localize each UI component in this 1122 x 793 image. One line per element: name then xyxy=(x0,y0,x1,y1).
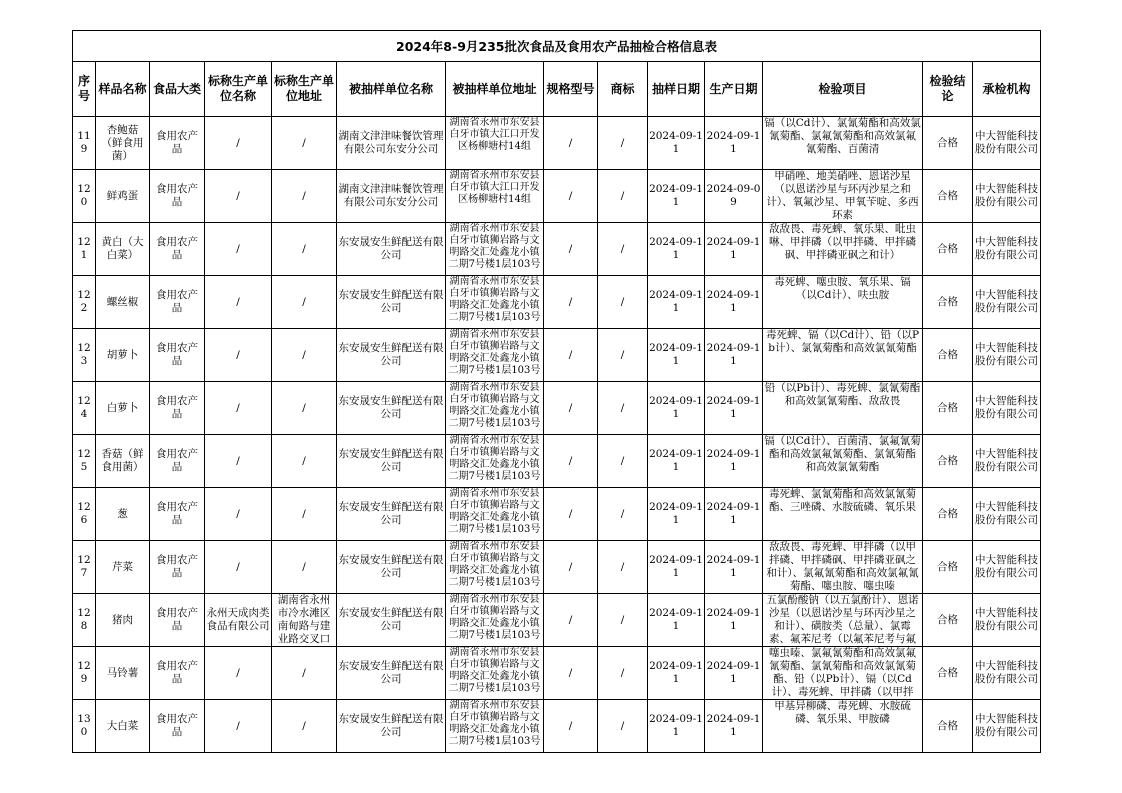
cell-prod-date: 2024-09-11 xyxy=(705,382,763,435)
cell-unit-addr xyxy=(446,700,544,753)
cell-sample-name: 黄白（大白菜） xyxy=(96,223,150,276)
cell-mfr-name: / xyxy=(205,435,272,488)
cell-no: 126 xyxy=(73,488,96,541)
header-mfr-addr: 标称生产单位地址 xyxy=(272,62,337,117)
cell-no: 130 xyxy=(73,700,96,753)
cell-items-text: 毒死蜱、噻虫胺、氧乐果、镉（以Cd计）、呋虫胺 xyxy=(774,276,911,301)
cell-lab: 中大智能科技股份有限公司 xyxy=(973,276,1041,329)
cell-spec: / xyxy=(544,223,598,276)
cell-mfr-name: 永州天成肉类食品有限公司 xyxy=(205,594,272,647)
cell-unit-name: 东安晟安生鲜配送有限公司 xyxy=(337,276,446,329)
cell-unit-addr-text: 湖南省永州市东安县白牙市镇狮岩路与文明路交汇处鑫龙小镇二期7号楼1层103号 xyxy=(448,594,541,641)
cell-prod-date: 2024-09-11 xyxy=(705,541,763,594)
cell-mfr-name: / xyxy=(205,541,272,594)
cell-no: 128 xyxy=(73,594,96,647)
table-body xyxy=(73,117,1041,753)
cell-items xyxy=(763,329,923,382)
cell-unit-name: 东安晟安生鲜配送有限公司 xyxy=(337,382,446,435)
cell-brand: / xyxy=(598,223,648,276)
header-spec: 规格型号 xyxy=(544,62,598,117)
cell-lab: 中大智能科技股份有限公司 xyxy=(973,435,1041,488)
cell-unit-name: 东安晟安生鲜配送有限公司 xyxy=(337,435,446,488)
header-unit-name: 被抽样单位名称 xyxy=(337,62,446,117)
cell-spec: / xyxy=(544,488,598,541)
cell-mfr-name: / xyxy=(205,117,272,170)
cell-spec: / xyxy=(544,594,598,647)
cell-items xyxy=(763,223,923,276)
cell-result: 合格 xyxy=(923,329,973,382)
cell-unit-name: 东安晟安生鲜配送有限公司 xyxy=(337,647,446,700)
cell-category: 食用农产品 xyxy=(150,647,205,700)
cell-unit-name: 东安晟安生鲜配送有限公司 xyxy=(337,329,446,382)
cell-category: 食用农产品 xyxy=(150,223,205,276)
header-items: 检验项目 xyxy=(763,62,923,117)
cell-lab: 中大智能科技股份有限公司 xyxy=(973,170,1041,223)
cell-unit-addr-text: 湖南省永州市东安县白牙市镇狮岩路与文明路交汇处鑫龙小镇二期7号楼1层103号 xyxy=(448,647,541,694)
cell-mfr-addr: / xyxy=(272,329,337,382)
cell-sample-name: 大白菜 xyxy=(96,700,150,753)
header-lab: 承检机构 xyxy=(973,62,1041,117)
cell-unit-addr-text: 湖南省永州市东安县白牙市镇狮岩路与文明路交汇处鑫龙小镇二期7号楼1层103号 xyxy=(448,700,541,747)
cell-result: 合格 xyxy=(923,117,973,170)
cell-sample-name: 马铃薯 xyxy=(96,647,150,700)
table-header-row xyxy=(73,62,1041,117)
cell-sample-name: 杏鲍菇（鲜食用菌） xyxy=(96,117,150,170)
cell-unit-addr xyxy=(446,223,544,276)
cell-no: 127 xyxy=(73,541,96,594)
cell-prod-date: 2024-09-11 xyxy=(705,223,763,276)
cell-result: 合格 xyxy=(923,594,973,647)
cell-unit-addr-text: 湖南省永州市东安县白牙市镇大江口开发区杨柳塘村14组 xyxy=(449,170,540,205)
table-row xyxy=(73,647,1041,700)
cell-items xyxy=(763,435,923,488)
table-row xyxy=(73,594,1041,647)
cell-sample-name: 螺丝椒 xyxy=(96,276,150,329)
cell-mfr-name: / xyxy=(205,488,272,541)
header-sample-date: 抽样日期 xyxy=(648,62,705,117)
header-sample-name: 样品名称 xyxy=(96,62,150,117)
cell-no: 122 xyxy=(73,276,96,329)
cell-unit-addr-text: 湖南省永州市东安县白牙市镇大江口开发区杨柳塘村14组 xyxy=(449,117,540,152)
cell-lab: 中大智能科技股份有限公司 xyxy=(973,488,1041,541)
cell-sample-date: 2024-09-11 xyxy=(648,382,705,435)
cell-unit-addr xyxy=(446,594,544,647)
cell-unit-addr-text: 湖南省永州市东安县白牙市镇狮岩路与文明路交汇处鑫龙小镇二期7号楼1层103号 xyxy=(448,488,541,535)
cell-prod-date: 2024-09-11 xyxy=(705,647,763,700)
cell-items xyxy=(763,382,923,435)
cell-lab: 中大智能科技股份有限公司 xyxy=(973,647,1041,700)
cell-result: 合格 xyxy=(923,382,973,435)
cell-unit-name: 东安晟安生鲜配送有限公司 xyxy=(337,700,446,753)
cell-category: 食用农产品 xyxy=(150,170,205,223)
cell-mfr-addr: / xyxy=(272,541,337,594)
cell-items xyxy=(763,170,923,223)
cell-unit-name: 湖南文津津味餐饮管理有限公司东安分公司 xyxy=(337,117,446,170)
cell-mfr-addr: / xyxy=(272,170,337,223)
cell-items-text: 镉（以Cd计）、氯氰菊酯和高效氯氰菊酯、氯氟氰菊酯和高效氯氟氰菊酯、百菌清 xyxy=(764,117,921,155)
cell-spec: / xyxy=(544,329,598,382)
header-category: 食品大类 xyxy=(150,62,205,117)
cell-result: 合格 xyxy=(923,276,973,329)
cell-no: 123 xyxy=(73,329,96,382)
cell-spec: / xyxy=(544,117,598,170)
cell-mfr-addr: / xyxy=(272,435,337,488)
cell-lab: 中大智能科技股份有限公司 xyxy=(973,594,1041,647)
cell-mfr-name: / xyxy=(205,382,272,435)
cell-brand: / xyxy=(598,435,648,488)
cell-unit-addr xyxy=(446,488,544,541)
cell-no: 121 xyxy=(73,223,96,276)
table-row xyxy=(73,700,1041,753)
cell-unit-addr xyxy=(446,647,544,700)
cell-no: 119 xyxy=(73,117,96,170)
cell-unit-addr xyxy=(446,329,544,382)
cell-unit-addr xyxy=(446,170,544,223)
cell-items-text: 敌敌畏、毒死蜱、氧乐果、吡虫啉、甲拌磷（以甲拌磷、甲拌磷砜、甲拌磷亚砜之和计） xyxy=(769,223,916,261)
cell-category: 食用农产品 xyxy=(150,594,205,647)
table-row xyxy=(73,170,1041,223)
cell-mfr-name: / xyxy=(205,647,272,700)
header-result: 检验结论 xyxy=(923,62,973,117)
cell-unit-addr-text: 湖南省永州市东安县白牙市镇狮岩路与文明路交汇处鑫龙小镇二期7号楼1层103号 xyxy=(448,276,541,323)
cell-brand: / xyxy=(598,541,648,594)
cell-category: 食用农产品 xyxy=(150,700,205,753)
cell-prod-date: 2024-09-11 xyxy=(705,117,763,170)
cell-unit-name: 东安晟安生鲜配送有限公司 xyxy=(337,488,446,541)
cell-brand: / xyxy=(598,647,648,700)
table-row xyxy=(73,276,1041,329)
cell-unit-addr-text: 湖南省永州市东安县白牙市镇狮岩路与文明路交汇处鑫龙小镇二期7号楼1层103号 xyxy=(448,329,541,376)
header-unit-addr: 被抽样单位地址 xyxy=(446,62,544,117)
cell-mfr-addr: / xyxy=(272,647,337,700)
cell-sample-name: 白萝卜 xyxy=(96,382,150,435)
cell-result: 合格 xyxy=(923,488,973,541)
cell-category: 食用农产品 xyxy=(150,382,205,435)
cell-no: 125 xyxy=(73,435,96,488)
cell-mfr-name: / xyxy=(205,223,272,276)
cell-sample-date: 2024-09-11 xyxy=(648,329,705,382)
header-prod-date: 生产日期 xyxy=(705,62,763,117)
cell-mfr-addr: / xyxy=(272,117,337,170)
cell-lab: 中大智能科技股份有限公司 xyxy=(973,541,1041,594)
cell-brand: / xyxy=(598,117,648,170)
cell-items xyxy=(763,700,923,753)
cell-lab: 中大智能科技股份有限公司 xyxy=(973,700,1041,753)
cell-brand: / xyxy=(598,382,648,435)
cell-brand: / xyxy=(598,329,648,382)
cell-items-text: 敌敌畏、毒死蜱、甲拌磷（以甲拌磷、甲拌磷砜、甲拌磷亚砜之和计）、氯氟氰菊酯和高效氯氟氰菊酯、噻虫胺、噻虫嗪 xyxy=(766,541,919,592)
cell-sample-name: 芹菜 xyxy=(96,541,150,594)
cell-brand: / xyxy=(598,488,648,541)
cell-category: 食用农产品 xyxy=(150,117,205,170)
cell-items-text: 镉（以Cd计）、百菌清、氯氟氰菊酯和高效氯氟氰菊酯、氯氰菊酯和高效氯氰菊酯 xyxy=(764,435,921,473)
table-title: 2024年8-9月235批次食品及食用农产品抽检合格信息表 xyxy=(73,31,1041,62)
cell-sample-name: 鲜鸡蛋 xyxy=(96,170,150,223)
header-mfr-name: 标称生产单位名称 xyxy=(205,62,272,117)
cell-items xyxy=(763,117,923,170)
cell-sample-date: 2024-09-11 xyxy=(648,700,705,753)
cell-spec: / xyxy=(544,435,598,488)
cell-result: 合格 xyxy=(923,223,973,276)
cell-prod-date: 2024-09-11 xyxy=(705,435,763,488)
cell-result: 合格 xyxy=(923,170,973,223)
cell-items-text: 甲硝唑、地美硝唑、恩诺沙星（以恩诺沙星与环丙沙星之和计）、氧氟沙星、甲氧苄啶、多西环素 xyxy=(766,170,919,221)
cell-unit-addr xyxy=(446,435,544,488)
cell-lab: 中大智能科技股份有限公司 xyxy=(973,382,1041,435)
cell-category: 食用农产品 xyxy=(150,329,205,382)
cell-prod-date: 2024-09-11 xyxy=(705,276,763,329)
cell-mfr-addr: / xyxy=(272,276,337,329)
cell-items-text: 铅（以Pb计）、毒死蜱、氯氰菊酯和高效氯氰菊酯、敌敌畏 xyxy=(764,382,921,407)
inspection-table-document xyxy=(72,30,1040,753)
header-brand: 商标 xyxy=(598,62,648,117)
cell-items-text: 五氯酚酸钠（以五氯酚计）、恩诺沙星（以恩诺沙星与环丙沙星之和计）、磺胺类（总量）、氯霉素、氟苯尼考（以氟苯尼考与氟 xyxy=(766,594,919,645)
cell-brand: / xyxy=(598,594,648,647)
cell-sample-name: 香菇（鲜食用菌） xyxy=(96,435,150,488)
cell-lab: 中大智能科技股份有限公司 xyxy=(973,117,1041,170)
cell-category: 食用农产品 xyxy=(150,488,205,541)
cell-spec: / xyxy=(544,382,598,435)
cell-lab: 中大智能科技股份有限公司 xyxy=(973,223,1041,276)
table-row xyxy=(73,382,1041,435)
cell-items-text: 甲基异柳磷、毒死蜱、水胺硫磷、氧乐果、甲胺磷 xyxy=(774,700,911,725)
cell-unit-name: 东安晟安生鲜配送有限公司 xyxy=(337,541,446,594)
cell-mfr-name: / xyxy=(205,700,272,753)
cell-items xyxy=(763,541,923,594)
cell-category: 食用农产品 xyxy=(150,541,205,594)
cell-mfr-name: / xyxy=(205,170,272,223)
cell-prod-date: 2024-09-11 xyxy=(705,329,763,382)
cell-unit-addr-text: 湖南省永州市东安县白牙市镇狮岩路与文明路交汇处鑫龙小镇二期7号楼1层103号 xyxy=(448,435,541,482)
cell-unit-name: 湖南文津津味餐饮管理有限公司东安分公司 xyxy=(337,170,446,223)
cell-unit-addr-text: 湖南省永州市东安县白牙市镇狮岩路与文明路交汇处鑫龙小镇二期7号楼1层103号 xyxy=(448,223,541,270)
cell-sample-date: 2024-09-11 xyxy=(648,488,705,541)
cell-sample-date: 2024-09-11 xyxy=(648,594,705,647)
cell-category: 食用农产品 xyxy=(150,276,205,329)
cell-unit-name: 东安晟安生鲜配送有限公司 xyxy=(337,594,446,647)
cell-sample-date: 2024-09-11 xyxy=(648,117,705,170)
cell-category: 食用农产品 xyxy=(150,435,205,488)
cell-spec: / xyxy=(544,276,598,329)
cell-unit-addr xyxy=(446,382,544,435)
cell-sample-date: 2024-09-11 xyxy=(648,223,705,276)
cell-mfr-addr: / xyxy=(272,223,337,276)
cell-prod-date: 2024-09-11 xyxy=(705,488,763,541)
cell-sample-date: 2024-09-11 xyxy=(648,541,705,594)
cell-spec: / xyxy=(544,700,598,753)
cell-prod-date: 2024-09-09 xyxy=(705,170,763,223)
cell-prod-date: 2024-09-11 xyxy=(705,700,763,753)
cell-sample-name: 猪肉 xyxy=(96,594,150,647)
cell-unit-addr xyxy=(446,276,544,329)
cell-result: 合格 xyxy=(923,541,973,594)
table-row xyxy=(73,541,1041,594)
cell-sample-date: 2024-09-11 xyxy=(648,647,705,700)
cell-items xyxy=(763,488,923,541)
cell-mfr-addr: 湖南省永州市冷水滩区南甸路与建业路交叉口 xyxy=(272,594,337,647)
cell-result: 合格 xyxy=(923,647,973,700)
cell-spec: / xyxy=(544,541,598,594)
cell-no: 124 xyxy=(73,382,96,435)
table-row xyxy=(73,117,1041,170)
cell-sample-date: 2024-09-11 xyxy=(648,276,705,329)
table-row xyxy=(73,329,1041,382)
cell-mfr-name: / xyxy=(205,329,272,382)
cell-mfr-addr: / xyxy=(272,700,337,753)
cell-result: 合格 xyxy=(923,435,973,488)
cell-sample-date: 2024-09-11 xyxy=(648,170,705,223)
cell-no: 120 xyxy=(73,170,96,223)
cell-spec: / xyxy=(544,647,598,700)
inspection-table xyxy=(72,30,1041,753)
cell-prod-date: 2024-09-11 xyxy=(705,594,763,647)
cell-brand: / xyxy=(598,276,648,329)
cell-sample-date: 2024-09-11 xyxy=(648,435,705,488)
cell-result: 合格 xyxy=(923,700,973,753)
cell-unit-addr xyxy=(446,117,544,170)
table-row xyxy=(73,435,1041,488)
cell-no: 129 xyxy=(73,647,96,700)
cell-lab: 中大智能科技股份有限公司 xyxy=(973,329,1041,382)
cell-unit-name: 东安晟安生鲜配送有限公司 xyxy=(337,223,446,276)
cell-unit-addr-text: 湖南省永州市东安县白牙市镇狮岩路与文明路交汇处鑫龙小镇二期7号楼1层103号 xyxy=(448,382,541,429)
cell-sample-name: 葱 xyxy=(96,488,150,541)
cell-unit-addr-text: 湖南省永州市东安县白牙市镇狮岩路与文明路交汇处鑫龙小镇二期7号楼1层103号 xyxy=(448,541,541,588)
header-no: 序号 xyxy=(73,62,96,117)
table-row xyxy=(73,223,1041,276)
cell-sample-name: 胡萝卜 xyxy=(96,329,150,382)
cell-items xyxy=(763,594,923,647)
cell-unit-addr xyxy=(446,541,544,594)
cell-brand: / xyxy=(598,170,648,223)
cell-mfr-addr: / xyxy=(272,488,337,541)
cell-mfr-addr: / xyxy=(272,382,337,435)
cell-mfr-name: / xyxy=(205,276,272,329)
cell-items-text: 噻虫嗪、氯氟氰菊酯和高效氯氟氰菊酯、氯氰菊酯和高效氯氰菊酯、铅（以Pb计）、镉（以Cd计）、毒死蜱、甲拌磷（以甲拌 xyxy=(769,647,916,698)
cell-items-text: 毒死蜱、镉（以Cd计）、铅（以Pb计）、氯氰菊酯和高效氯氰菊酯 xyxy=(765,329,920,354)
cell-items xyxy=(763,647,923,700)
cell-items xyxy=(763,276,923,329)
cell-brand: / xyxy=(598,700,648,753)
table-row xyxy=(73,488,1041,541)
cell-items-text: 毒死蜱、氯氰菊酯和高效氯氰菊酯、三唑磷、水胺硫磷、氧乐果 xyxy=(769,488,916,513)
cell-spec: / xyxy=(544,170,598,223)
